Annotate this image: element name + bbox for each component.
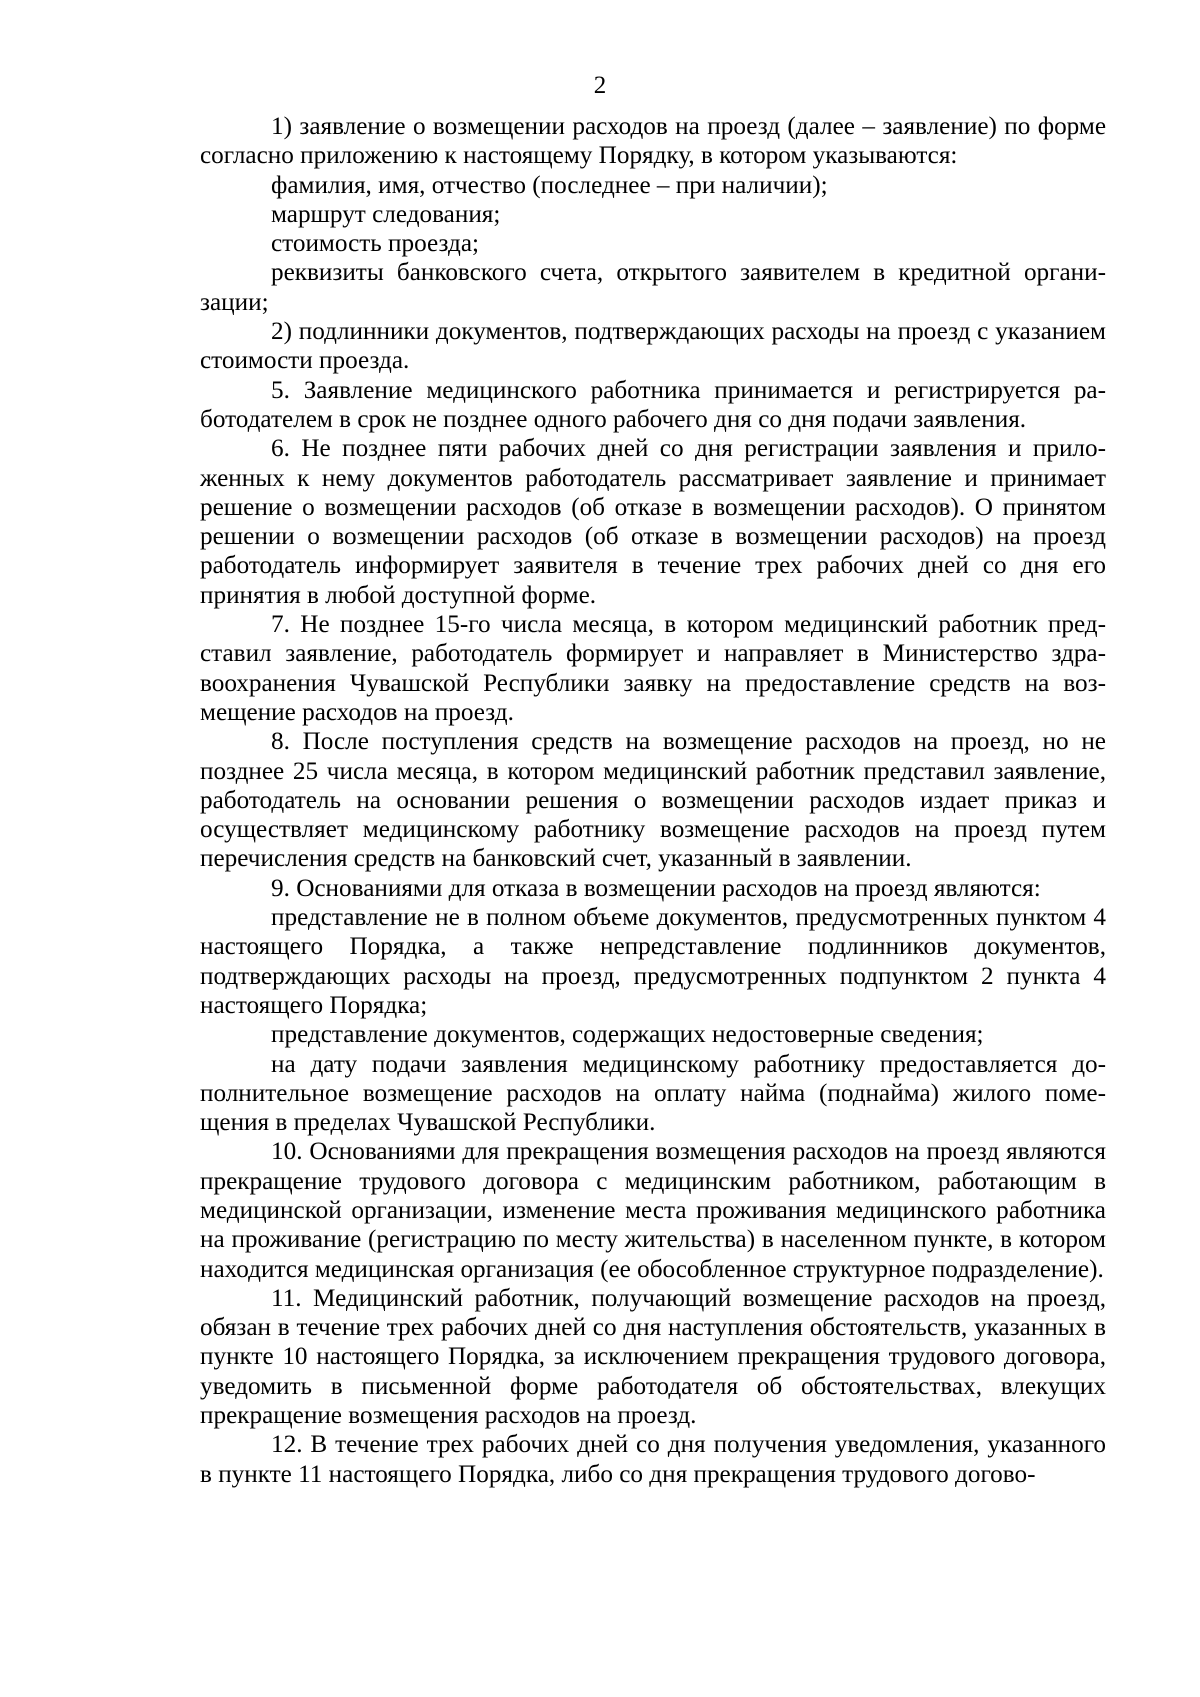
paragraph-refusal-incomplete-docs: представление не в полном объеме документов, предусмотренных пунктом 4 настоящего Порядка, а также непредставление подлинников документов, подтверждающих расходы на проезд, предусмотренных подпунктом 2 пункта 4 настоящего Порядка; (200, 904, 1106, 1019)
paragraph-item-1-application: 1) заявление о возмещении расходов на проезд (далее – заявление) по форме согласно приложению к настоящему Порядку, в котором указываются: (200, 113, 1106, 170)
paragraph-route: маршрут следования; (271, 200, 501, 228)
paragraph-clause-10: 10. Основаниями для прекращения возмещения расходов на проезд являются прекращение трудового договора с медицинским работником, работающим в медицинской организации, изменение места проживания медицинского работника на проживание (регистрацию по месту жительства) в населенном пункте, в котором находится медицинская организация (ее обособленное структурное подразделение). (200, 1138, 1106, 1283)
document-body (200, 112, 1106, 1489)
page-number: 2 (593, 72, 607, 99)
paragraph-clause-7: 7. Не позднее 15-го числа месяца, в котором медицинский работник представил заявление, работодатель формирует и направляет в Министерство здравоохранения Чувашской Республики заявку на предоставление средств на возмещение расходов на проезд. (200, 611, 1106, 726)
paragraph-clause-11: 11. Медицинский работник, получающий возмещение расходов на проезд, обязан в течение трех рабочих дней со дня наступления обстоятельств, указанных в пункте 10 настоящего Порядка, за исключением прекращения трудового договора, уведомить в письменной форме работодателя об обстоятельствах, влекущих прекращение возмещения расходов на проезд. (200, 1284, 1106, 1430)
paragraph-clause-12: 12. В течение трех рабочих дней со дня получения уведомления, указанного в пункте 11 настоящего Порядка, либо со дня прекращения трудового догово- (200, 1431, 1106, 1488)
paragraph-refusal-housing: на дату подачи заявления медицинскому работнику предоставляется дополнительное возмещение расходов на оплату найма (поднайма) жилого помещения в пределах Чувашской Республики. (200, 1050, 1106, 1137)
paragraph-clause-6: 6. Не позднее пяти рабочих дней со дня регистрации заявления и приложенных к нему документов работодатель рассматривает заявление и принимает решение о возмещении расходов (об отказе в возмещении расходов). О принятом решении о возмещении расходов (об отказе в возмещении расходов) на проезд работодатель информирует заявителя в течение трех рабочих дней со дня его принятия в любой доступной форме. (200, 435, 1106, 609)
paragraph-clause-9: 9. Основаниями для отказа в возмещении расходов на проезд являются: (271, 874, 1041, 902)
paragraph-bank-details: реквизиты банковского счета, открытого заявителем в кредитной организации; (200, 259, 1106, 316)
paragraph-refusal-false-info: представление документов, содержащих недостоверные сведения; (271, 1021, 984, 1049)
paragraph-travel-cost: стоимость проезда; (271, 230, 480, 258)
paragraph-item-2-originals: 2) подлинники документов, подтверждающих расходы на проезд с указанием стоимости проезда. (200, 318, 1106, 375)
paragraph-clause-5: 5. Заявление медицинского работника принимается и регистрируется работодателем в срок не позднее одного рабочего дня со дня подачи заявления. (200, 376, 1106, 433)
paragraph-clause-8: 8. После поступления средств на возмещение расходов на проезд, но не позднее 25 числа месяца, в котором медицинский работник представил заявление, работодатель на основании решения о возмещении расходов издает приказ и осуществляет медицинскому работнику возмещение расходов на проезд путем перечисления средств на банковский счет, указанный в заявлении. (200, 728, 1106, 873)
paragraph-full-name: фамилия, имя, отчество (последнее – при наличии); (271, 171, 828, 199)
